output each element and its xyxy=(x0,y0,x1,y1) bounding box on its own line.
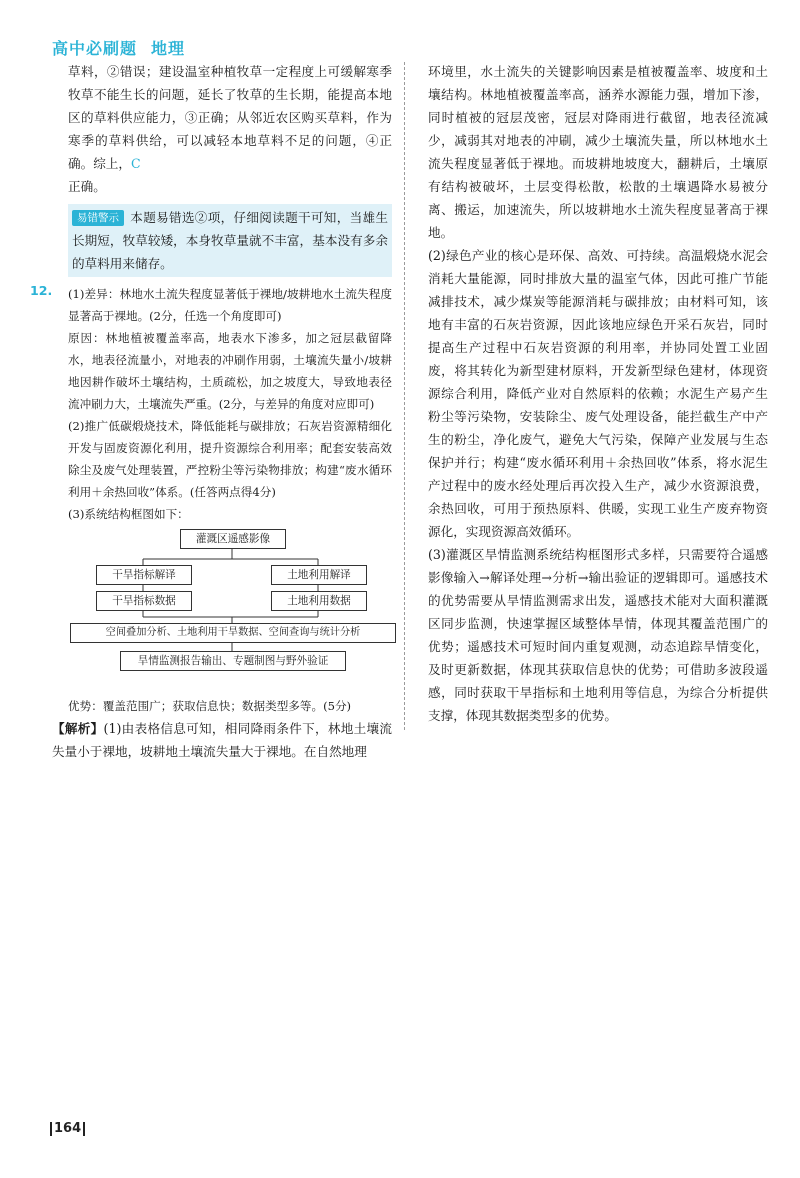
error-warning-box xyxy=(68,204,392,277)
node-report-output: 旱情监测报告输出、专题制图与野外验证 xyxy=(120,651,346,671)
q12-part1-reason: 原因：林地植被覆盖率高，地表水下渗多，加之冠层截留降水，地表径流量小，对地表的冲刷作用弱，土壤流失量小/坡耕地因耕作破坏土壤结构，土质疏松，加之坡度大，导致地表径流冲刷力大，土壤流失严重。(2分，与差异的角度对应即可) xyxy=(68,331,392,411)
warning-text: 本题易错选②项，仔细阅读题干可知，当雄生长期短，牧草较矮，本身牧草量就不丰富，基本没有多余的草料用来储存。 xyxy=(72,210,388,271)
left-column xyxy=(30,60,392,763)
node-remote-sensing-image: 灌溉区遥感影像 xyxy=(180,529,286,549)
analysis-text: (1)由表格信息可知，相同降雨条件下，林地土壤流失量小于裸地，坡耕地土壤流失量大于裸地。在自然地理 xyxy=(52,721,392,759)
node-drought-index-interpretation: 干旱指标解译 xyxy=(96,565,192,585)
page-header xyxy=(52,36,185,59)
node-land-use-interpretation: 土地利用解译 xyxy=(271,565,367,585)
question-number: 12. xyxy=(30,283,53,298)
q12-part2: (2)推广低碳煅烧技术，降低能耗与碳排放；石灰岩资源精细化开发与固废资源化利用，提升资源综合利用率；配套安装高效除尘及废气处理装置，严控粉尘等污染物排放；构建“废水循环利用＋余热回收”体系。(任答两点得4分) xyxy=(68,419,392,499)
subject-title: 地理 xyxy=(151,39,186,58)
continued-answer: 草料，②错误；建设温室种植牧草一定程度上可缓解寒季牧草不能生长的问题，延长了牧草的生长期，能提高本地区的草料供应能力，③正确；从邻近农区购买草料，作为寒季的草料供给，可以减轻本地草料不足的问题，④正确。综上，C 正确。 xyxy=(68,64,392,194)
analysis-paragraph xyxy=(52,717,392,763)
node-land-use-data: 土地利用数据 xyxy=(271,591,367,611)
answer-letter: C xyxy=(130,156,141,171)
right-column xyxy=(428,60,768,727)
question-12 xyxy=(30,283,392,525)
node-spatial-analysis: 空间叠加分析、土地利用干旱数据、空间查询与统计分析 xyxy=(70,623,396,643)
column-divider xyxy=(404,62,405,730)
analysis-part3: (3)灌溉区旱情监测系统结构框图形式多样，只需要符合遥感影像输入→解译处理→分析→输出验证的逻辑即可。遥感技术的优势需要从旱情监测需求出发，遥感技术能对大面积灌溉区同步监测，快速掌握区域整体旱情，体现其覆盖范围广的优势；遥感技术可短时间内重复观测，动态追踪旱情变化，及时更新数据，体现其获取信息快的优势；可借助多波段遥感，同时获取干旱指标和土地利用等信息，为综合分析提供支撑，体现其数据类型多的优势。 xyxy=(428,547,768,723)
analysis-part1-continued: 环境里，水土流失的关键影响因素是植被覆盖率、坡度和土壤结构。林地植被覆盖率高，涵养水源能力强，增加下渗，同时植被的冠层茂密，冠层对降雨进行截留，地表径流减少，减弱其对地表的冲刷，减少土壤流失量，所以林地水土流失程度显著低于裸地。而坡耕地坡度大，翻耕后，土壤原有结构被破坏，土层变得松散，松散的土壤遇降水易被分离、搬运，加速流失，所以坡耕地水土流失程度显著高于裸地。 xyxy=(428,64,768,240)
book-title: 高中必刷题 xyxy=(52,39,138,58)
q12-part3-intro: (3)系统结构框图如下： xyxy=(68,507,189,521)
system-structure-diagram xyxy=(68,529,398,695)
node-drought-index-data: 干旱指标数据 xyxy=(96,591,192,611)
analysis-part2: (2)绿色产业的核心是环保、高效、可持续。高温煅烧水泥会消耗大量能源，同时排放大量的温室气体，因此可推广节能减排技术，减少煤炭等能源消耗与碳排放；由材料可知，该地有丰富的石灰岩资源，因此该地应绿色开采石灰岩，同时提高生产过程中石灰岩资源的利用率，并协同处置工业固废，将其转化为新型建材原料，开发新型绿色建材，体现资源综合利用，降低产业对自然原料的依赖；水泥生产易产生粉尘等污染物，安装除尘、废气处理设备，能拦截生产中产生的粉尘，净化废气，避免大气污染，保障产业发展与生态保护并行；构建“废水循环利用＋余热回收”体系，将水泥生产过程中的废水经处理后再次投入生产，减少水资源浪费，余热回收，可用于预热原料、供暖，实现工业生产废弃物资源化，实现资源高效循环。 xyxy=(428,248,768,539)
q12-part1-difference: (1)差异：林地水土流失程度显著低于裸地/坡耕地水土流失程度显著高于裸地。(2分，任选一个角度即可) xyxy=(68,287,392,323)
analysis-tag: 【解析】 xyxy=(52,721,104,736)
q12-advantage: 优势：覆盖范围广；获取信息快；数据类型多等。(5分) xyxy=(68,699,352,713)
warning-tag: 易错警示 xyxy=(72,210,124,226)
page-number: 164 xyxy=(50,1122,85,1136)
